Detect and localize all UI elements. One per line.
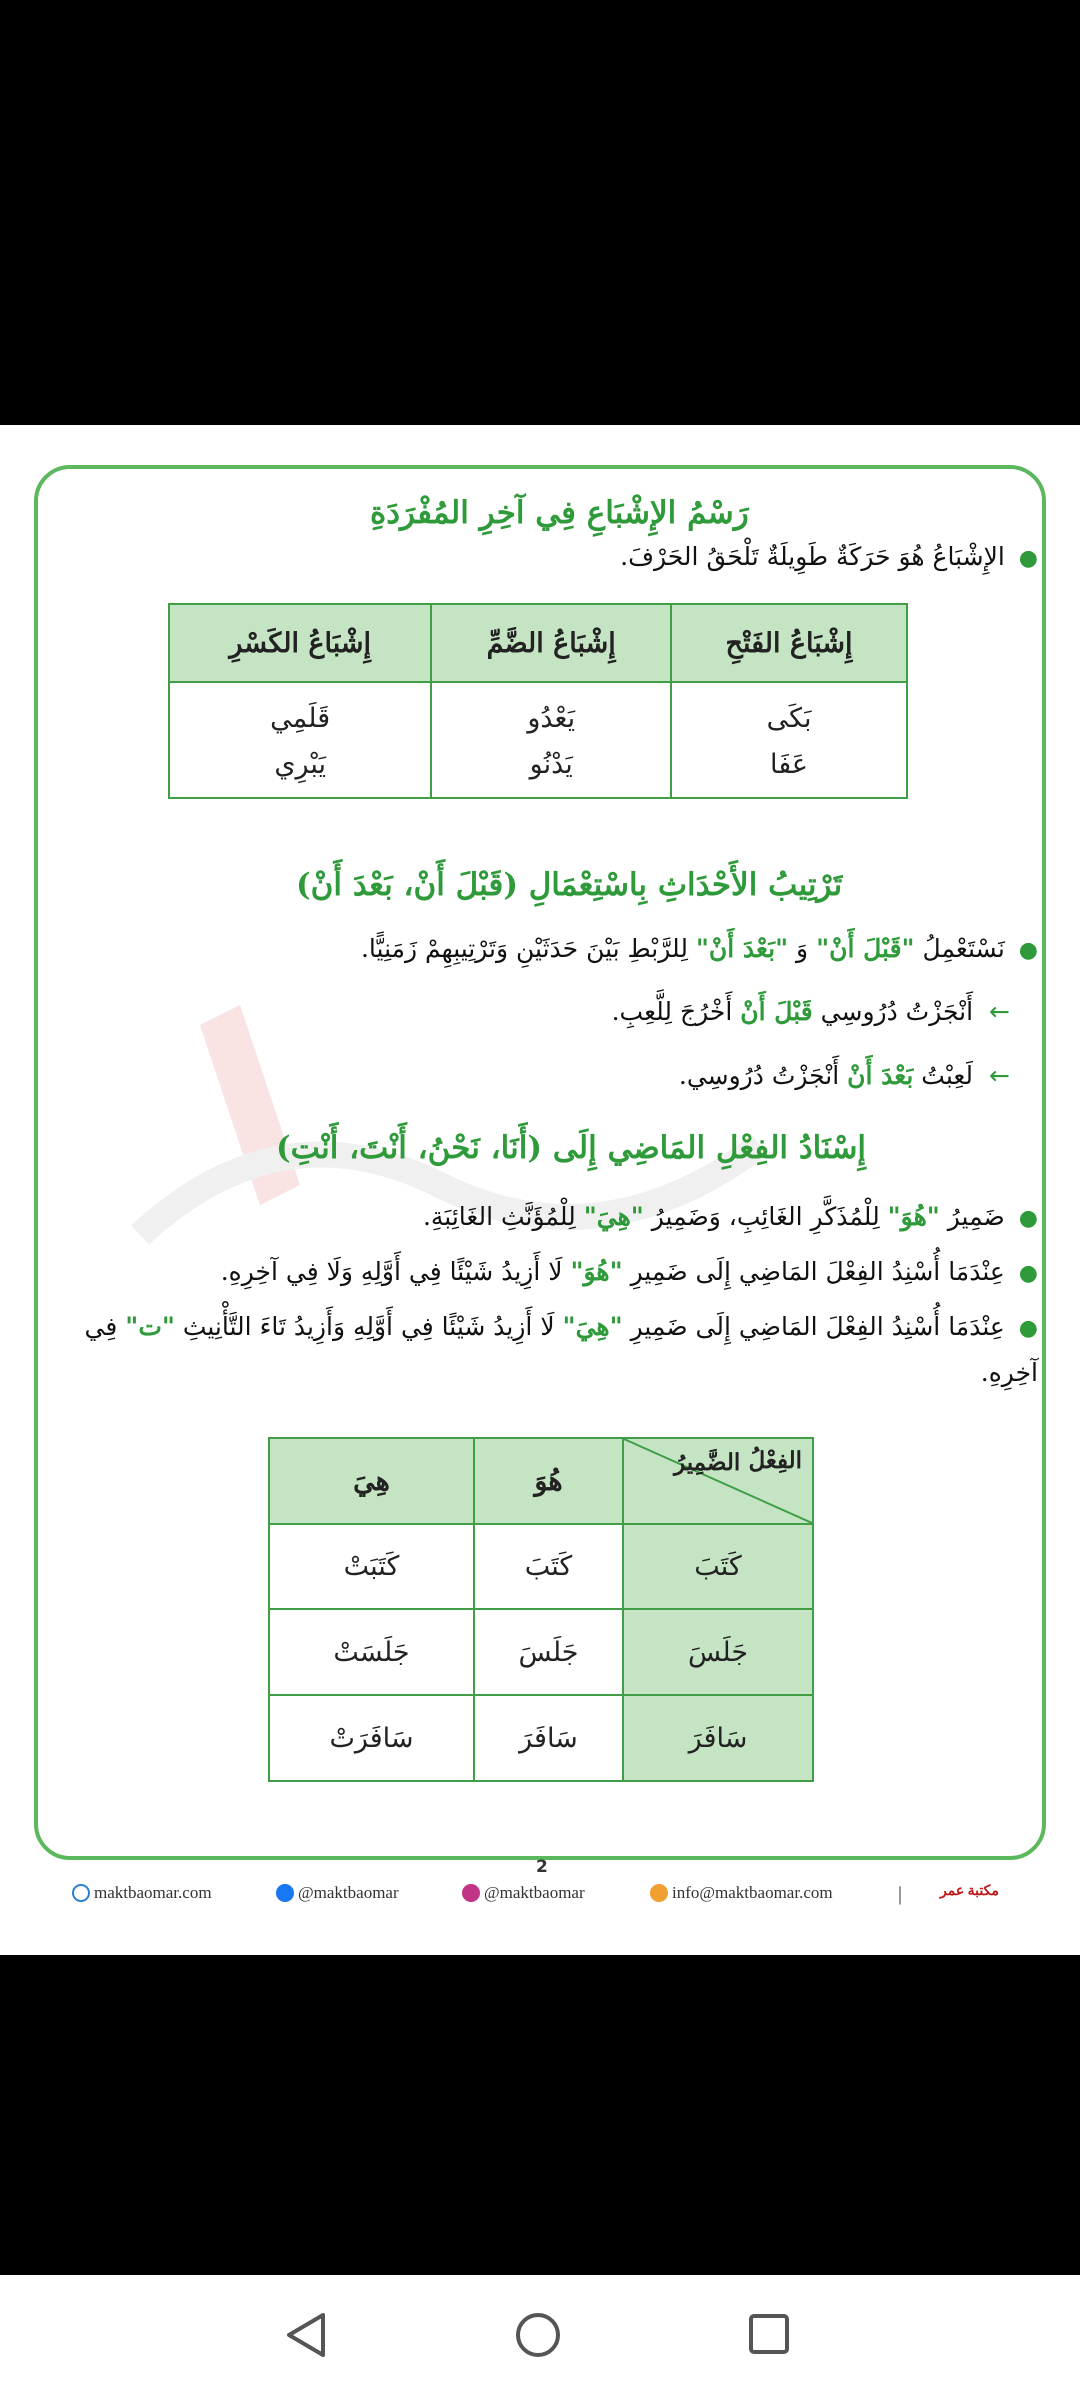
corner-pronoun-label: الضَّمِيرُ <box>674 1449 741 1476</box>
footer-email[interactable]: info@maktbaomar.com <box>650 1883 833 1903</box>
footer-website[interactable]: maktbaomar.com <box>72 1883 212 1903</box>
bullet-icon: ● <box>1018 938 1038 963</box>
table-cell: بَكَى <box>671 682 907 740</box>
footer-instagram[interactable]: @maktbaomar <box>462 1883 585 1903</box>
recents-icon[interactable] <box>748 2313 790 2355</box>
page-number: 2 <box>536 1857 548 1877</box>
back-icon[interactable] <box>283 2311 329 2359</box>
instagram-icon <box>462 1884 480 1902</box>
section2-rule: ●نَسْتَعْمِلُ "قَبْلَ أَنْ" وَ "بَعْدَ أَنْ" لِلرَّبْطِ بَيْنَ حَدَثَيْنِ وَتَرْتِيبِهِمْ زَمَنِيًّا. <box>360 934 1038 963</box>
table-header: إِشْبَاعُ الضَّمِّ <box>431 604 671 682</box>
table-cell: قَلَمِي <box>169 682 431 740</box>
table-header: إِشْبَاعُ الفَتْحِ <box>671 604 907 682</box>
footer-facebook[interactable]: @maktbaomar <box>276 1883 399 1903</box>
table-cell: كَتَبَ <box>474 1524 623 1609</box>
bullet-icon: ● <box>1018 1261 1038 1286</box>
corner-cell <box>623 1438 813 1524</box>
email-icon <box>650 1884 668 1902</box>
table-cell: جَلَسَ <box>623 1609 813 1695</box>
globe-icon <box>72 1884 90 1902</box>
table-cell: يَدْنُو <box>431 740 671 798</box>
table-cell: يَبْرِي <box>169 740 431 798</box>
table-cell: يَعْدُو <box>431 682 671 740</box>
footer-separator: | <box>898 1883 903 1905</box>
footer-logo: مكتبة عمر <box>940 1884 999 1899</box>
bullet-icon: ● <box>1018 1316 1038 1341</box>
table-header: هِيَ <box>269 1438 474 1524</box>
document-page <box>0 425 1080 1955</box>
section1-definition: ●الإِشْبَاعُ هُوَ حَرَكَةٌ طَوِيلَةٌ تَلْحَقُ الحَرْفَ. <box>620 542 1038 571</box>
table-header: إِشْبَاعُ الكَسْرِ <box>169 604 431 682</box>
facebook-icon <box>276 1884 294 1902</box>
section1-title: رَسْمُ الإِشْبَاعِ فِي آخِرِ المُفْرَدَةِ <box>370 495 749 531</box>
example-1: ←أَنْجَزْتُ دُرُوسِي قَبْلَ أَنْ أَخْرُجَ لِلَّعِبِ. <box>611 997 1010 1026</box>
table-cell: كَتَبَ <box>623 1524 813 1609</box>
corner-verb-label: الفِعْلُ <box>748 1447 802 1474</box>
table-cell: جَلَسَتْ <box>269 1609 474 1695</box>
section3-para1: ●ضَمِيرُ "هُوَ" لِلْمُذَكَّرِ الغَائِبِ، وَضَمِيرُ "هِيَ" لِلْمُؤَنَّثِ الغَائِبَةِ. <box>422 1202 1038 1231</box>
table-cell: سَافَرَ <box>474 1695 623 1781</box>
table-cell: جَلَسَ <box>474 1609 623 1695</box>
top-black-area <box>0 0 1080 425</box>
table-cell: عَفَا <box>671 740 907 798</box>
arrow-icon: ← <box>989 997 1010 1026</box>
home-icon[interactable] <box>514 2311 562 2359</box>
ishbaa-table <box>168 603 908 799</box>
android-nav-bar <box>0 2275 1080 2388</box>
section3-para2: ●عِنْدَمَا أُسْنِدُ الفِعْلَ المَاضِي إِلَى ضَمِيرِ "هُوَ" لَا أَزِيدُ شَيْئًا فِي أَوَّلِهِ وَلَا فِي آخِرِهِ. <box>220 1257 1038 1286</box>
table-cell: كَتَبَتْ <box>269 1524 474 1609</box>
section3-para3: ●عِنْدَمَا أُسْنِدُ الفِعْلَ المَاضِي إِلَى ضَمِيرِ "هِيَ" لَا أَزِيدُ شَيْئًا فِي أَوَّلِهِ وَأَزِيدُ تَاءَ التَّأْنِيثِ "ت" فِي آخِرِهِ. <box>84 1312 1038 1387</box>
table-cell: سَافَرَتْ <box>269 1695 474 1781</box>
section2-title: تَرْتِيبُ الأَحْدَاثِ بِاسْتِعْمَالِ (قَبْلَ أَنْ، بَعْدَ أَنْ) <box>296 867 843 903</box>
example-2: ←لَعِبْتُ بَعْدَ أَنْ أَنْجَزْتُ دُرُوسِي. <box>678 1061 1010 1090</box>
verb-pronoun-table <box>268 1437 814 1782</box>
footer <box>0 1875 1080 1915</box>
bullet-icon: ● <box>1018 546 1038 571</box>
table-header: هُوَ <box>474 1438 623 1524</box>
arrow-icon: ← <box>989 1061 1010 1090</box>
section3-title: إِسْنَادُ الفِعْلِ المَاضِي إِلَى (أَنَا، نَحْنُ، أَنْتَ، أَنْتِ) <box>276 1130 867 1166</box>
table-cell: سَافَرَ <box>623 1695 813 1781</box>
bullet-icon: ● <box>1018 1206 1038 1231</box>
